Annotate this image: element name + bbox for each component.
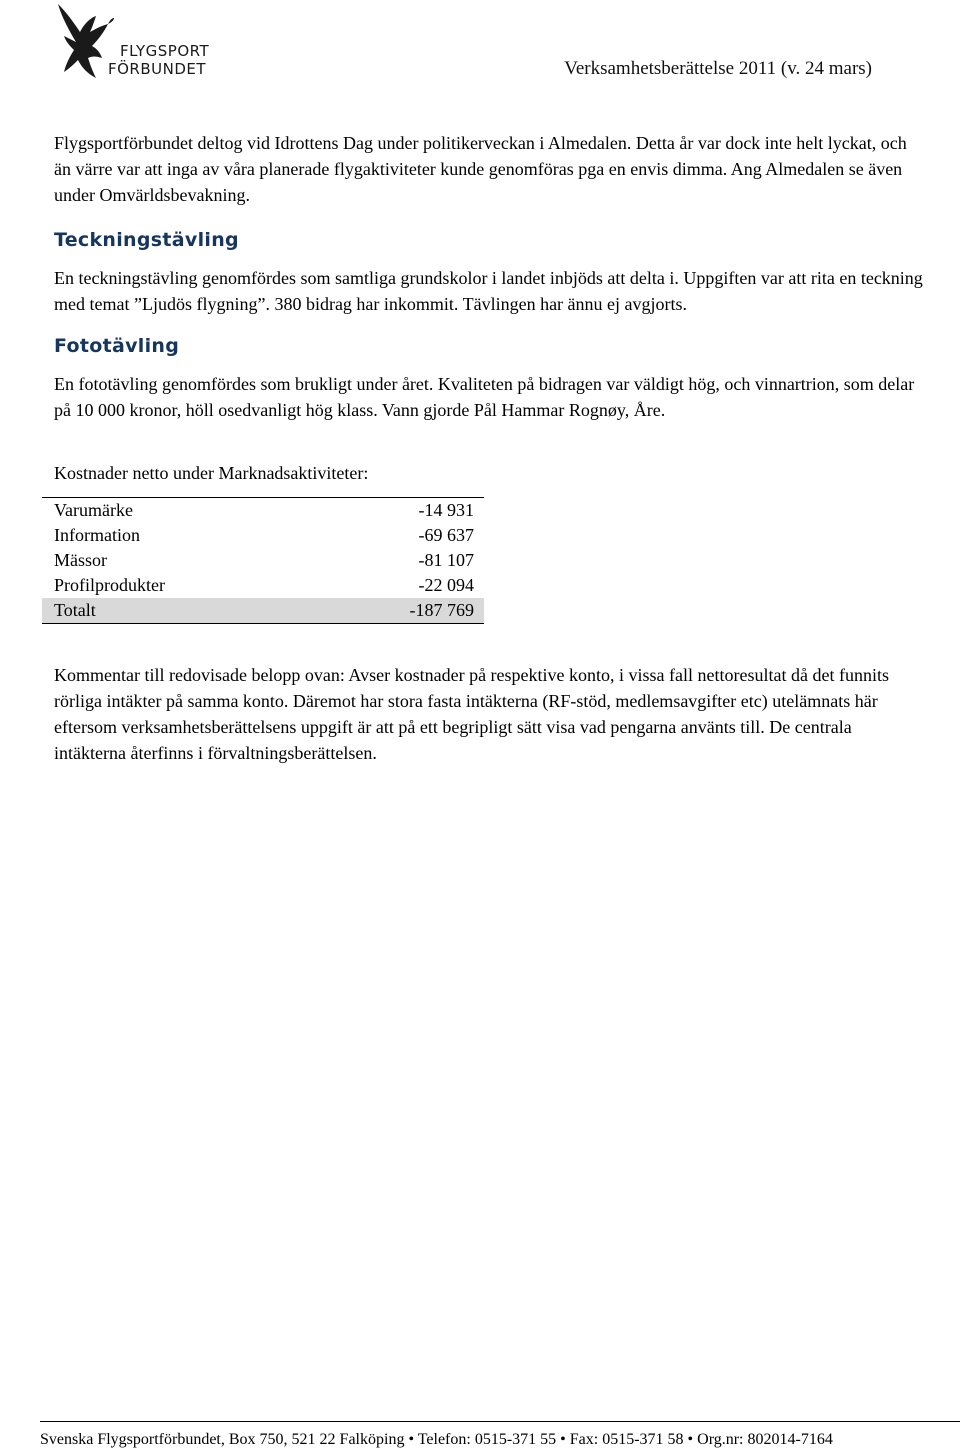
table-row <box>42 573 484 598</box>
row-value: -22 094 <box>418 575 474 595</box>
costs-intro: Kostnader netto under Marknadsaktiviteter: <box>54 463 369 483</box>
comment-paragraph: Kommentar till redovisade belopp ovan: Avser kostnader på respektive konto, i vissa fall nettoresultat då det funnits rörliga intäkter på samma konto. Däremot har stora fasta intäkterna (RF-stöd, medlemsavgifter etc) utelämnats här eftersom verksamhetsberättelsens uppgift är att på ett begripligt sätt visa vad pengarna använts till. De centrala intäkterna återfinns i förvaltningsberättelsen. <box>54 665 889 763</box>
row-value: -69 637 <box>418 525 474 545</box>
table-row <box>42 523 484 548</box>
document-title: Verksamhetsberättelse 2011 (v. 24 mars) <box>564 58 872 79</box>
flygsport-logo <box>52 2 222 82</box>
row-value: -187 769 <box>409 600 474 620</box>
heading-teckningstavling: Teckningstävling <box>54 229 239 251</box>
row-label: Varumärke <box>54 500 133 520</box>
table-row <box>42 498 484 523</box>
heading-fototavling: Fototävling <box>54 335 180 357</box>
eagle-icon <box>58 4 114 78</box>
row-label: Profilprodukter <box>54 575 165 595</box>
row-label: Information <box>54 525 140 545</box>
table-total-row <box>42 598 484 623</box>
page-footer: Svenska Flygsportförbundet, Box 750, 521 22 Falköping • Telefon: 0515-371 55 • Fax: 0515-371 58 • Org.nr: 802014-7164 <box>40 1431 833 1448</box>
foto-paragraph: En fototävling genomfördes som brukligt under året. Kvaliteten på bidragen var väldigt hög, och vinnartrion, som delar på 10 000 kronor, höll osedvanligt hög klass. Vann gjorde Pål Hammar Rognøy, Åre. <box>54 374 915 420</box>
row-label: Mässor <box>54 550 107 570</box>
footer-divider <box>40 1421 960 1422</box>
row-value: -14 931 <box>418 500 474 520</box>
teckning-paragraph: En teckningstävling genomfördes som samtliga grundskolor i landet inbjöds att delta i. Uppgiften var att rita en teckning med temat ”Ljudös flygning”. 380 bidrag har inkommit. Tävlingen har ännu ej avgjorts. <box>54 268 923 314</box>
table-row <box>42 548 484 573</box>
cost-table <box>42 497 484 624</box>
row-label: Totalt <box>54 600 96 620</box>
svg-text:FÖRBUNDET: FÖRBUNDET <box>108 60 207 78</box>
row-value: -81 107 <box>418 550 474 570</box>
svg-text:FLYGSPORT: FLYGSPORT <box>120 42 210 60</box>
intro-paragraph: Flygsportförbundet deltog vid Idrottens Dag under politikerveckan i Almedalen. Detta år var dock inte helt lyckat, och än värre var att inga av våra planerade flygaktiviteter kunde genomföras pga en envis dimma. Ang Almedalen se även under Omvärldsbevakning. <box>54 133 907 205</box>
